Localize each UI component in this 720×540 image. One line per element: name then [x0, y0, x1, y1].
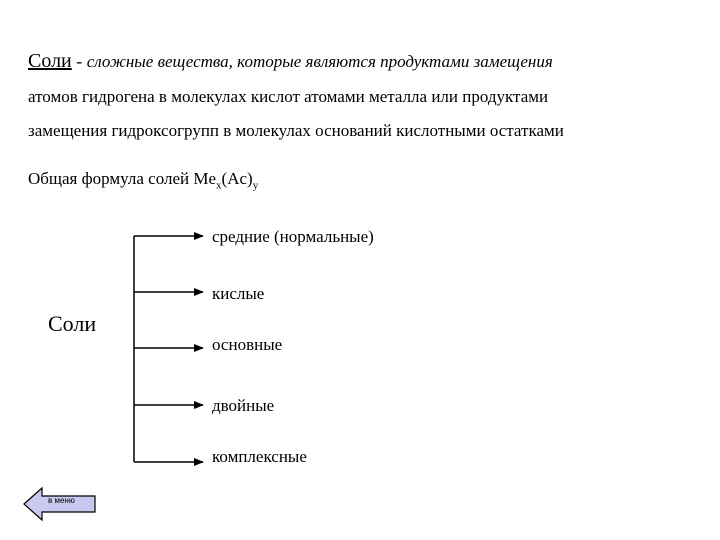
formula-label: Общая формула солей Me — [28, 169, 217, 188]
formula-subscript-y: y — [252, 179, 259, 192]
definition-line-3: замещения гидроксогрупп в молекулах оснований кислотными остатками — [28, 121, 564, 140]
category-complex: комплексные — [212, 447, 307, 466]
category-basic: основные — [212, 335, 283, 354]
left-arrow-icon — [24, 488, 95, 520]
classification-root: Соли — [48, 311, 97, 336]
category-double: двойные — [212, 396, 275, 415]
definition-text-1: сложные вещества, которые являются продуктами замещения — [86, 52, 553, 71]
back-to-menu-button[interactable] — [22, 486, 98, 522]
definition-term: Соли — [28, 50, 72, 72]
formula-subscript-x: x — [216, 179, 222, 192]
category-neutral: средние (нормальные) — [212, 227, 374, 246]
category-acidic: кислые — [212, 284, 265, 303]
formula-acid-residue: (Ac) — [221, 169, 253, 188]
menu-button-label: в меню — [48, 496, 75, 505]
definition-dash: - — [71, 51, 87, 71]
definition-line-2: атомов гидрогена в молекулах кислот атомами металла или продуктами — [28, 87, 549, 106]
